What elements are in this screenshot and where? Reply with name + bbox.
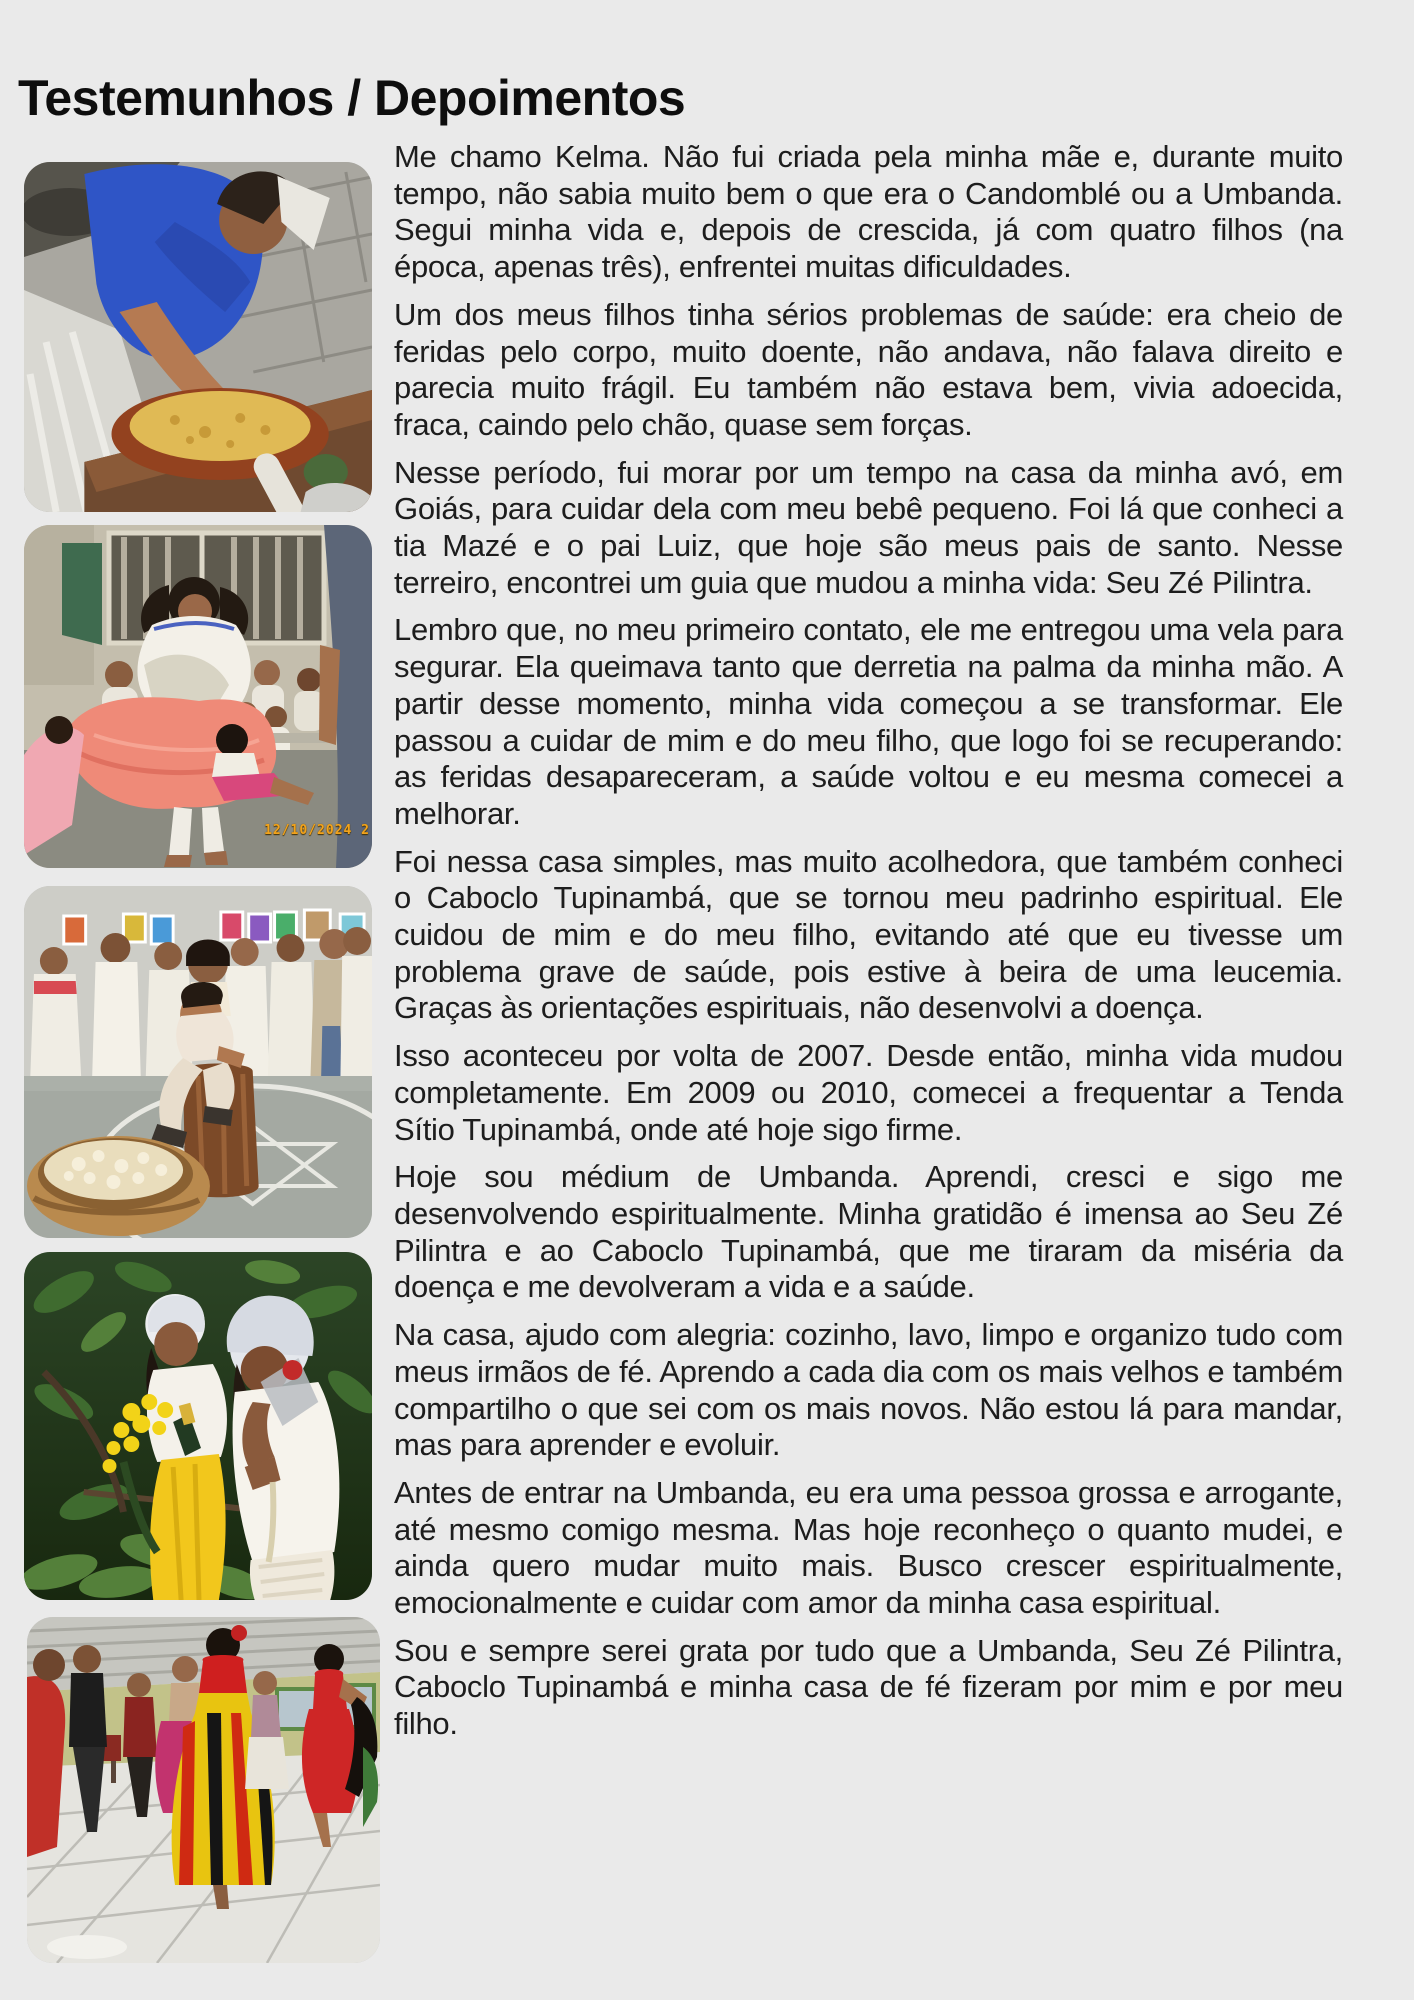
testimonial-paragraph: Na casa, ajudo com alegria: cozinho, lavo, limpo e organizo tudo com meus irmãos de fé. Aprendo a cada dia com os mais velhos e também compartilho o que sei com os mais novos. Não estou lá para mandar, mas para aprender e evoluir. bbox=[394, 1317, 1343, 1463]
photo-child-on-log bbox=[24, 886, 372, 1238]
photo-hall-dance-illustration bbox=[27, 1617, 380, 1963]
photo-cooking bbox=[24, 162, 372, 512]
photo-women-flowers-illustration bbox=[24, 1252, 372, 1600]
testimonial-paragraph: Me chamo Kelma. Não fui criada pela minha mãe e, durante muito tempo, não sabia muito bem o que era o Candomblé ou a Umbanda. Segui minha vida e, depois de crescida, já com quatro filhos (na época, apenas três), enfrentei muitas dificuldades. bbox=[394, 139, 1343, 285]
testimonial-paragraph: Sou e sempre serei grata por tudo que a Umbanda, Seu Zé Pilintra, Caboclo Tupinambá e minha casa de fé fizeram por mim e por meu filho. bbox=[394, 1632, 1343, 1742]
testimonial-paragraph: Um dos meus filhos tinha sérios problemas de saúde: era cheio de feridas pelo corpo, muito doente, não andava, não falava direito e parecia muito frágil. Eu também não estava bem, vivia adoecida, fraca, caindo pelo chão, quase sem forças. bbox=[394, 296, 1343, 442]
photo-cooking-illustration bbox=[24, 162, 372, 512]
photo-child-on-log-illustration bbox=[24, 886, 372, 1238]
photo-dance-terreiro-illustration bbox=[24, 525, 372, 868]
testimonial-paragraph: Hoje sou médium de Umbanda. Aprendi, cresci e sigo me desenvolvendo espiritualmente. Minha gratidão é imensa ao Seu Zé Pilintra e ao Caboclo Tupinambá, que me tiraram da miséria da doença e me devolveram a vida e a saúde. bbox=[394, 1159, 1343, 1305]
testimonial-paragraph: Nesse período, fui morar por um tempo na casa da minha avó, em Goiás, para cuidar dela com meu bebê pequeno. Foi lá que conheci a tia Mazé e o pai Luiz, que hoje são meus pais de santo. Nesse terreiro, encontrei um guia que mudou a minha vida: Seu Zé Pilintra. bbox=[394, 454, 1343, 600]
page-title: Testemunhos / Depoimentos bbox=[18, 69, 686, 126]
testimonial-paragraph: Antes de entrar na Umbanda, eu era uma pessoa grossa e arrogante, até mesmo comigo mesma. Mas hoje reconheço o quanto mudei, e ainda quero mudar muito mais. Busco crescer espiritualmente, emocionalmente e cuidar com amor da minha casa espiritual. bbox=[394, 1474, 1343, 1621]
testimonial-text bbox=[394, 139, 1343, 1754]
photo-dance-terreiro bbox=[24, 525, 372, 868]
testimonial-paragraph: Foi nessa casa simples, mas muito acolhedora, que também conheci o Caboclo Tupinambá, que se tornou meu padrinho espiritual. Ele cuidou de mim e do meu filho, evitando até que eu tivesse um problema grave de saúde, pois estive à beira de uma leucemia. Graças às orientações espirituais, não desenvolvi a doença. bbox=[394, 843, 1343, 1026]
photo-women-flowers bbox=[24, 1252, 372, 1600]
testimonial-paragraph: Isso aconteceu por volta de 2007. Desde então, minha vida mudou completamente. Em 2009 ou 2010, comecei a frequentar a Tenda Sítio Tupinambá, onde até hoje sigo firme. bbox=[394, 1038, 1343, 1147]
photo-hall-dance bbox=[27, 1617, 380, 1963]
testimonial-paragraph: Lembro que, no meu primeiro contato, ele me entregou uma vela para segurar. Ela queimava tanto que derretia na palma da minha mão. A partir desse momento, minha vida começou a se transformar. Ele passou a cuidar de mim e do meu filho, que logo foi se recuperando: as feridas desapareceram, a saúde voltou e eu mesma comecei a melhorar. bbox=[394, 612, 1343, 831]
photo-timestamp: 12/10/2024 2 bbox=[264, 823, 370, 838]
